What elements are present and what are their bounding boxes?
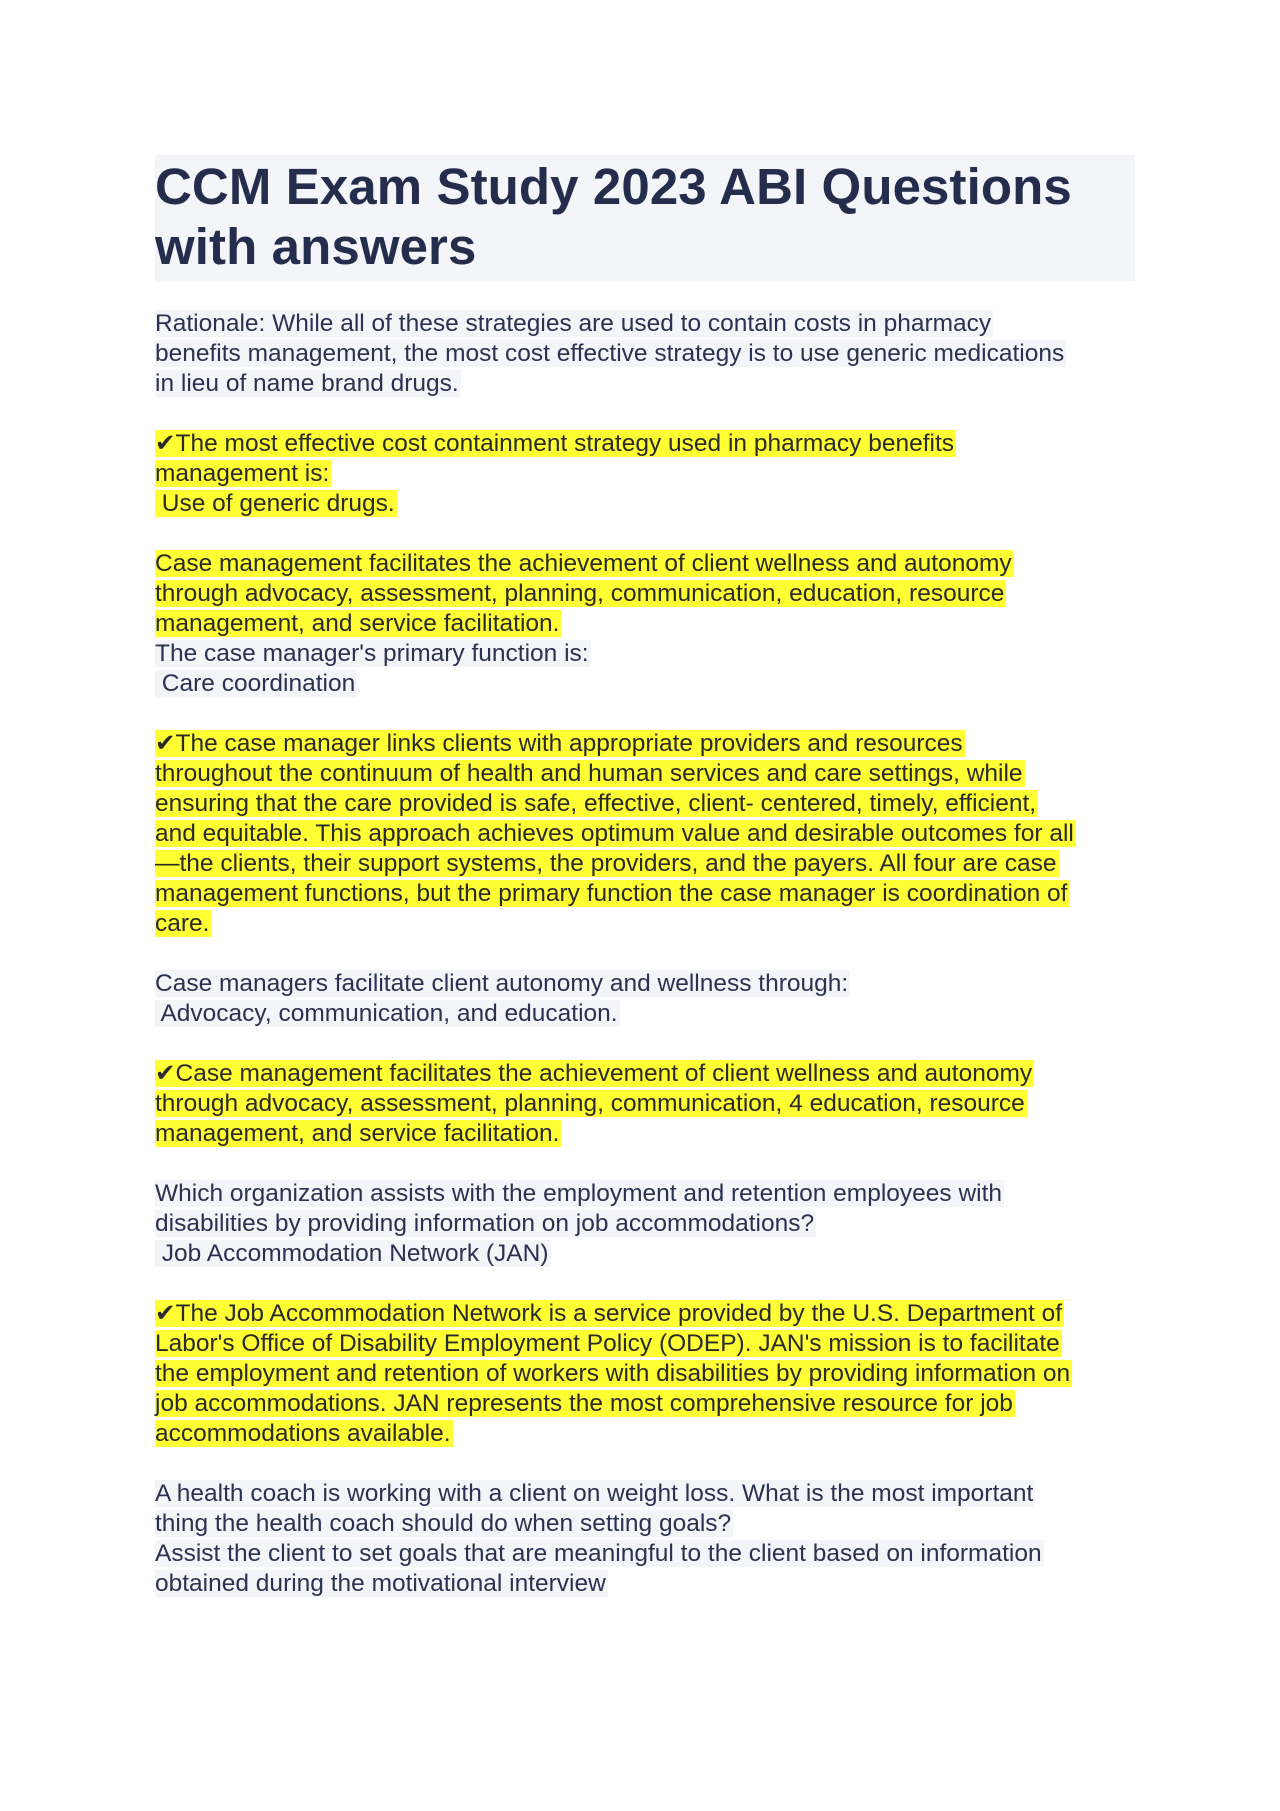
paragraph-line-text: through advocacy, assessment, planning, communication, education, resource [155, 580, 1005, 607]
paragraph-line [155, 1389, 1135, 1419]
paragraph-line-text: Care coordination [155, 670, 356, 697]
paragraph-line [155, 849, 1135, 879]
title-line-1: CCM Exam Study 2023 ABI Questions [155, 158, 1072, 215]
paragraph-line-text: obtained during the motivational interview [155, 1570, 606, 1597]
paragraph-line [155, 1419, 1135, 1449]
paragraph-line-text: accommodations available. [155, 1420, 451, 1447]
page-title [155, 157, 1135, 277]
paragraph-line-text: in lieu of name brand drugs. [155, 370, 459, 397]
paragraph-line-text: ensuring that the care provided is safe, effective, client- centered, timely, efficient, [155, 790, 1037, 817]
paragraph-line [155, 819, 1135, 849]
paragraph-line-text: The case manager's primary function is: [155, 640, 589, 667]
paragraph-line [155, 1509, 1135, 1539]
paragraph-line-text: Advocacy, communication, and education. [155, 1000, 618, 1027]
paragraph-line-text: ✔The most effective cost containment strategy used in pharmacy benefits [155, 430, 955, 457]
paragraph-line [155, 549, 1135, 579]
paragraph-line-text: management is: [155, 460, 330, 487]
paragraph-line-text: Assist the client to set goals that are meaningful to the client based on information [155, 1540, 1042, 1567]
paragraph-line [155, 609, 1135, 639]
paragraph-line [155, 759, 1135, 789]
paragraph-line [155, 309, 1135, 339]
paragraph-line-text: ✔The Job Accommodation Network is a service provided by the U.S. Department of [155, 1300, 1063, 1327]
highlighted-answer-paragraph [155, 729, 1135, 939]
paragraph-line-text: Case managers facilitate client autonomy and wellness through: [155, 970, 849, 997]
highlighted-answer-paragraph [155, 1059, 1135, 1149]
paragraph-line [155, 879, 1135, 909]
paragraph-line [155, 969, 1135, 999]
paragraph-line [155, 999, 1135, 1029]
paragraph-line-text: care. [155, 910, 210, 937]
question-paragraph [155, 1479, 1135, 1599]
document-body [155, 309, 1135, 1599]
paragraph-line [155, 729, 1135, 759]
paragraph-line [155, 669, 1135, 699]
question-paragraph [155, 309, 1135, 399]
paragraph-line-text: throughout the continuum of health and human services and care settings, while [155, 760, 1023, 787]
paragraph-line [155, 1179, 1135, 1209]
paragraph-line [155, 489, 1135, 519]
paragraph-line [155, 1209, 1135, 1239]
paragraph-line-text: Labor's Office of Disability Employment Policy (ODEP). JAN's mission is to facilitate [155, 1330, 1060, 1357]
paragraph-line-text: thing the health coach should do when setting goals? [155, 1510, 732, 1537]
paragraph-line-text: Which organization assists with the employment and retention employees with [155, 1180, 1003, 1207]
paragraph-line-text: —the clients, their support systems, the providers, and the payers. All four are case [155, 850, 1057, 877]
paragraph-line-text: A health coach is working with a client on weight loss. What is the most important [155, 1480, 1034, 1507]
paragraph-line [155, 1089, 1135, 1119]
highlighted-answer-paragraph [155, 429, 1135, 519]
question-paragraph [155, 969, 1135, 1029]
title-line-2: with answers [155, 218, 477, 275]
paragraph-line [155, 789, 1135, 819]
paragraph-line-text: management, and service facilitation. [155, 610, 560, 637]
paragraph-line-text: Rationale: While all of these strategies are used to contain costs in pharmacy [155, 310, 992, 337]
paragraph-line-text: and equitable. This approach achieves optimum value and desirable outcomes for all [155, 820, 1074, 847]
paragraph-line-text: Job Accommodation Network (JAN) [155, 1240, 549, 1267]
paragraph-line [155, 1329, 1135, 1359]
paragraph-line-text: management functions, but the primary function the case manager is coordination of [155, 880, 1068, 907]
paragraph-line [155, 1299, 1135, 1329]
paragraph-line [155, 579, 1135, 609]
paragraph-line [155, 339, 1135, 369]
paragraph-line-text: Case management facilitates the achievement of client wellness and autonomy [155, 550, 1012, 577]
question-paragraph [155, 1179, 1135, 1269]
paragraph-line-text: the employment and retention of workers with disabilities by providing information on [155, 1360, 1071, 1387]
question-paragraph [155, 639, 1135, 699]
paragraph-line-text: through advocacy, assessment, planning, communication, 4 education, resource [155, 1090, 1025, 1117]
paragraph-line [155, 1569, 1135, 1599]
paragraph-line [155, 459, 1135, 489]
paragraph-line-text: Use of generic drugs. [155, 490, 395, 517]
paragraph-line [155, 1059, 1135, 1089]
paragraph-line [155, 909, 1135, 939]
paragraph-line-text: ✔The case manager links clients with appropriate providers and resources [155, 730, 963, 757]
paragraph-line [155, 1119, 1135, 1149]
paragraph-line [155, 1359, 1135, 1389]
paragraph-line [155, 429, 1135, 459]
paragraph-line-text: ✔Case management facilitates the achievement of client wellness and autonomy [155, 1060, 1033, 1087]
highlighted-answer-paragraph [155, 549, 1135, 639]
paragraph-line-text: management, and service facilitation. [155, 1120, 560, 1147]
paragraph-line-text: benefits management, the most cost effective strategy is to use generic medications [155, 340, 1065, 367]
paragraph-line [155, 369, 1135, 399]
document-page [155, 155, 1135, 1629]
title-box [155, 155, 1135, 281]
paragraph-line-text: job accommodations. JAN represents the most comprehensive resource for job [155, 1390, 1013, 1417]
paragraph-line [155, 1539, 1135, 1569]
paragraph-line [155, 639, 1135, 669]
paragraph-line-text: disabilities by providing information on job accommodations? [155, 1210, 815, 1237]
paragraph-line [155, 1479, 1135, 1509]
highlighted-answer-paragraph [155, 1299, 1135, 1449]
paragraph-line [155, 1239, 1135, 1269]
